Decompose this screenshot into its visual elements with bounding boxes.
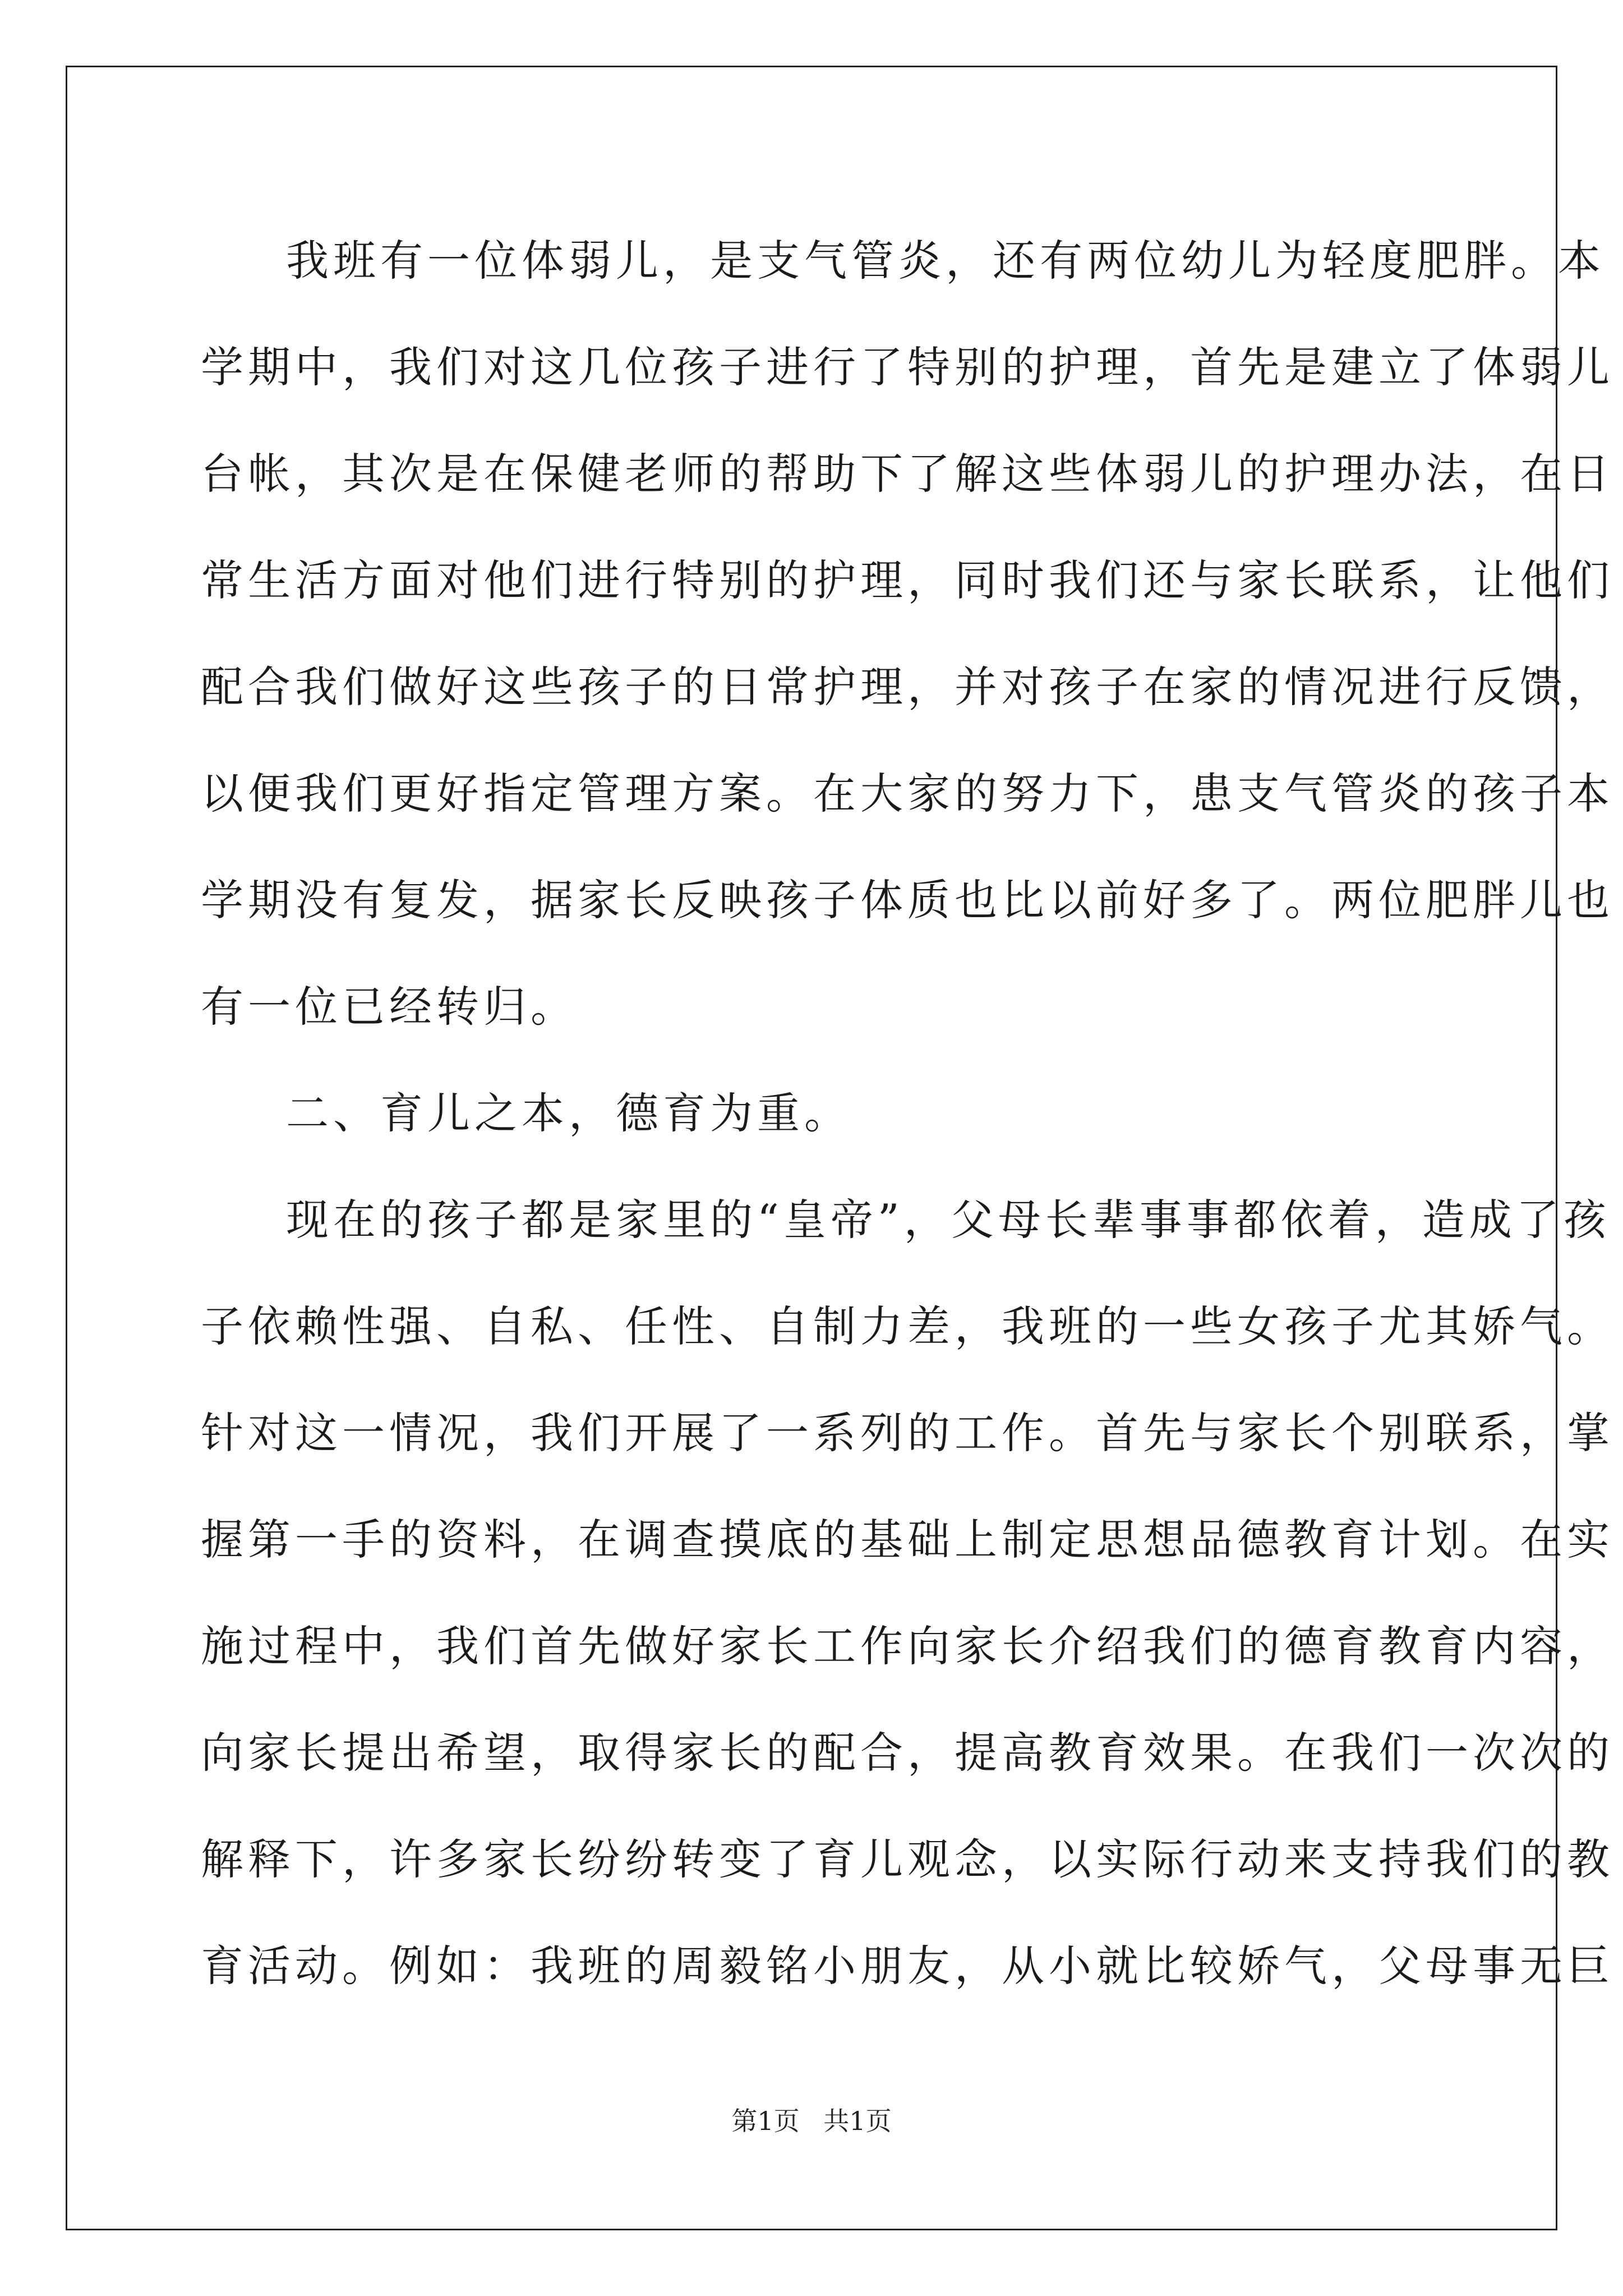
paragraph-3-line-2: 子依赖性强、自私、任性、自制力差，我班的一些女孩子尤其娇气。 xyxy=(201,1301,1614,1351)
paragraph-1-line-1: 我班有一位体弱儿，是支气管炎，还有两位幼儿为轻度肥胖。本 xyxy=(286,236,1605,286)
section-heading: 二、育儿之本，德育为重。 xyxy=(286,1088,851,1138)
paragraph-3-line-6: 向家长提出希望，取得家长的配合，提高教育效果。在我们一次次的 xyxy=(201,1728,1614,1778)
paragraph-3-line-1: 现在的孩子都是家里的“皇帝”，父母长辈事事都依着，造成了孩 xyxy=(286,1195,1611,1245)
paragraph-3-line-8: 育活动。例如：我班的周毅铭小朋友，从小就比较娇气，父母事无巨 xyxy=(201,1941,1614,1991)
document-body xyxy=(201,208,1614,2019)
paragraph-1-line-6: 以便我们更好指定管理方案。在大家的努力下，患支气管炎的孩子本 xyxy=(201,769,1614,818)
paragraph-1-line-4: 常生活方面对他们进行特别的护理，同时我们还与家长联系，让他们 xyxy=(201,555,1614,605)
page-number-label: 第1页 共1页 xyxy=(731,2106,892,2136)
paragraph-1-line-8: 有一位已经转归。 xyxy=(201,982,578,1032)
paragraph-1-line-7: 学期没有复发，据家长反映孩子体质也比以前好多了。两位肥胖儿也 xyxy=(201,875,1614,925)
page-footer xyxy=(0,2101,1623,2138)
paragraph-3-line-4: 握第一手的资料，在调查摸底的基础上制定思想品德教育计划。在实 xyxy=(201,1515,1614,1565)
paragraph-1-line-5: 配合我们做好这些孩子的日常护理，并对孩子在家的情况进行反馈， xyxy=(201,662,1614,712)
paragraph-1-line-2: 学期中，我们对这几位孩子进行了特别的护理，首先是建立了体弱儿 xyxy=(201,342,1614,392)
paragraph-1-line-3: 台帐，其次是在保健老师的帮助下了解这些体弱儿的护理办法，在日 xyxy=(201,449,1614,499)
paragraph-3-line-7: 解释下，许多家长纷纷转变了育儿观念，以实际行动来支持我们的教 xyxy=(201,1834,1614,1884)
paragraph-3-line-5: 施过程中，我们首先做好家长工作向家长介绍我们的德育教育内容， xyxy=(201,1621,1614,1671)
paragraph-3-line-3: 针对这一情况，我们开展了一系列的工作。首先与家长个别联系，掌 xyxy=(201,1408,1614,1458)
